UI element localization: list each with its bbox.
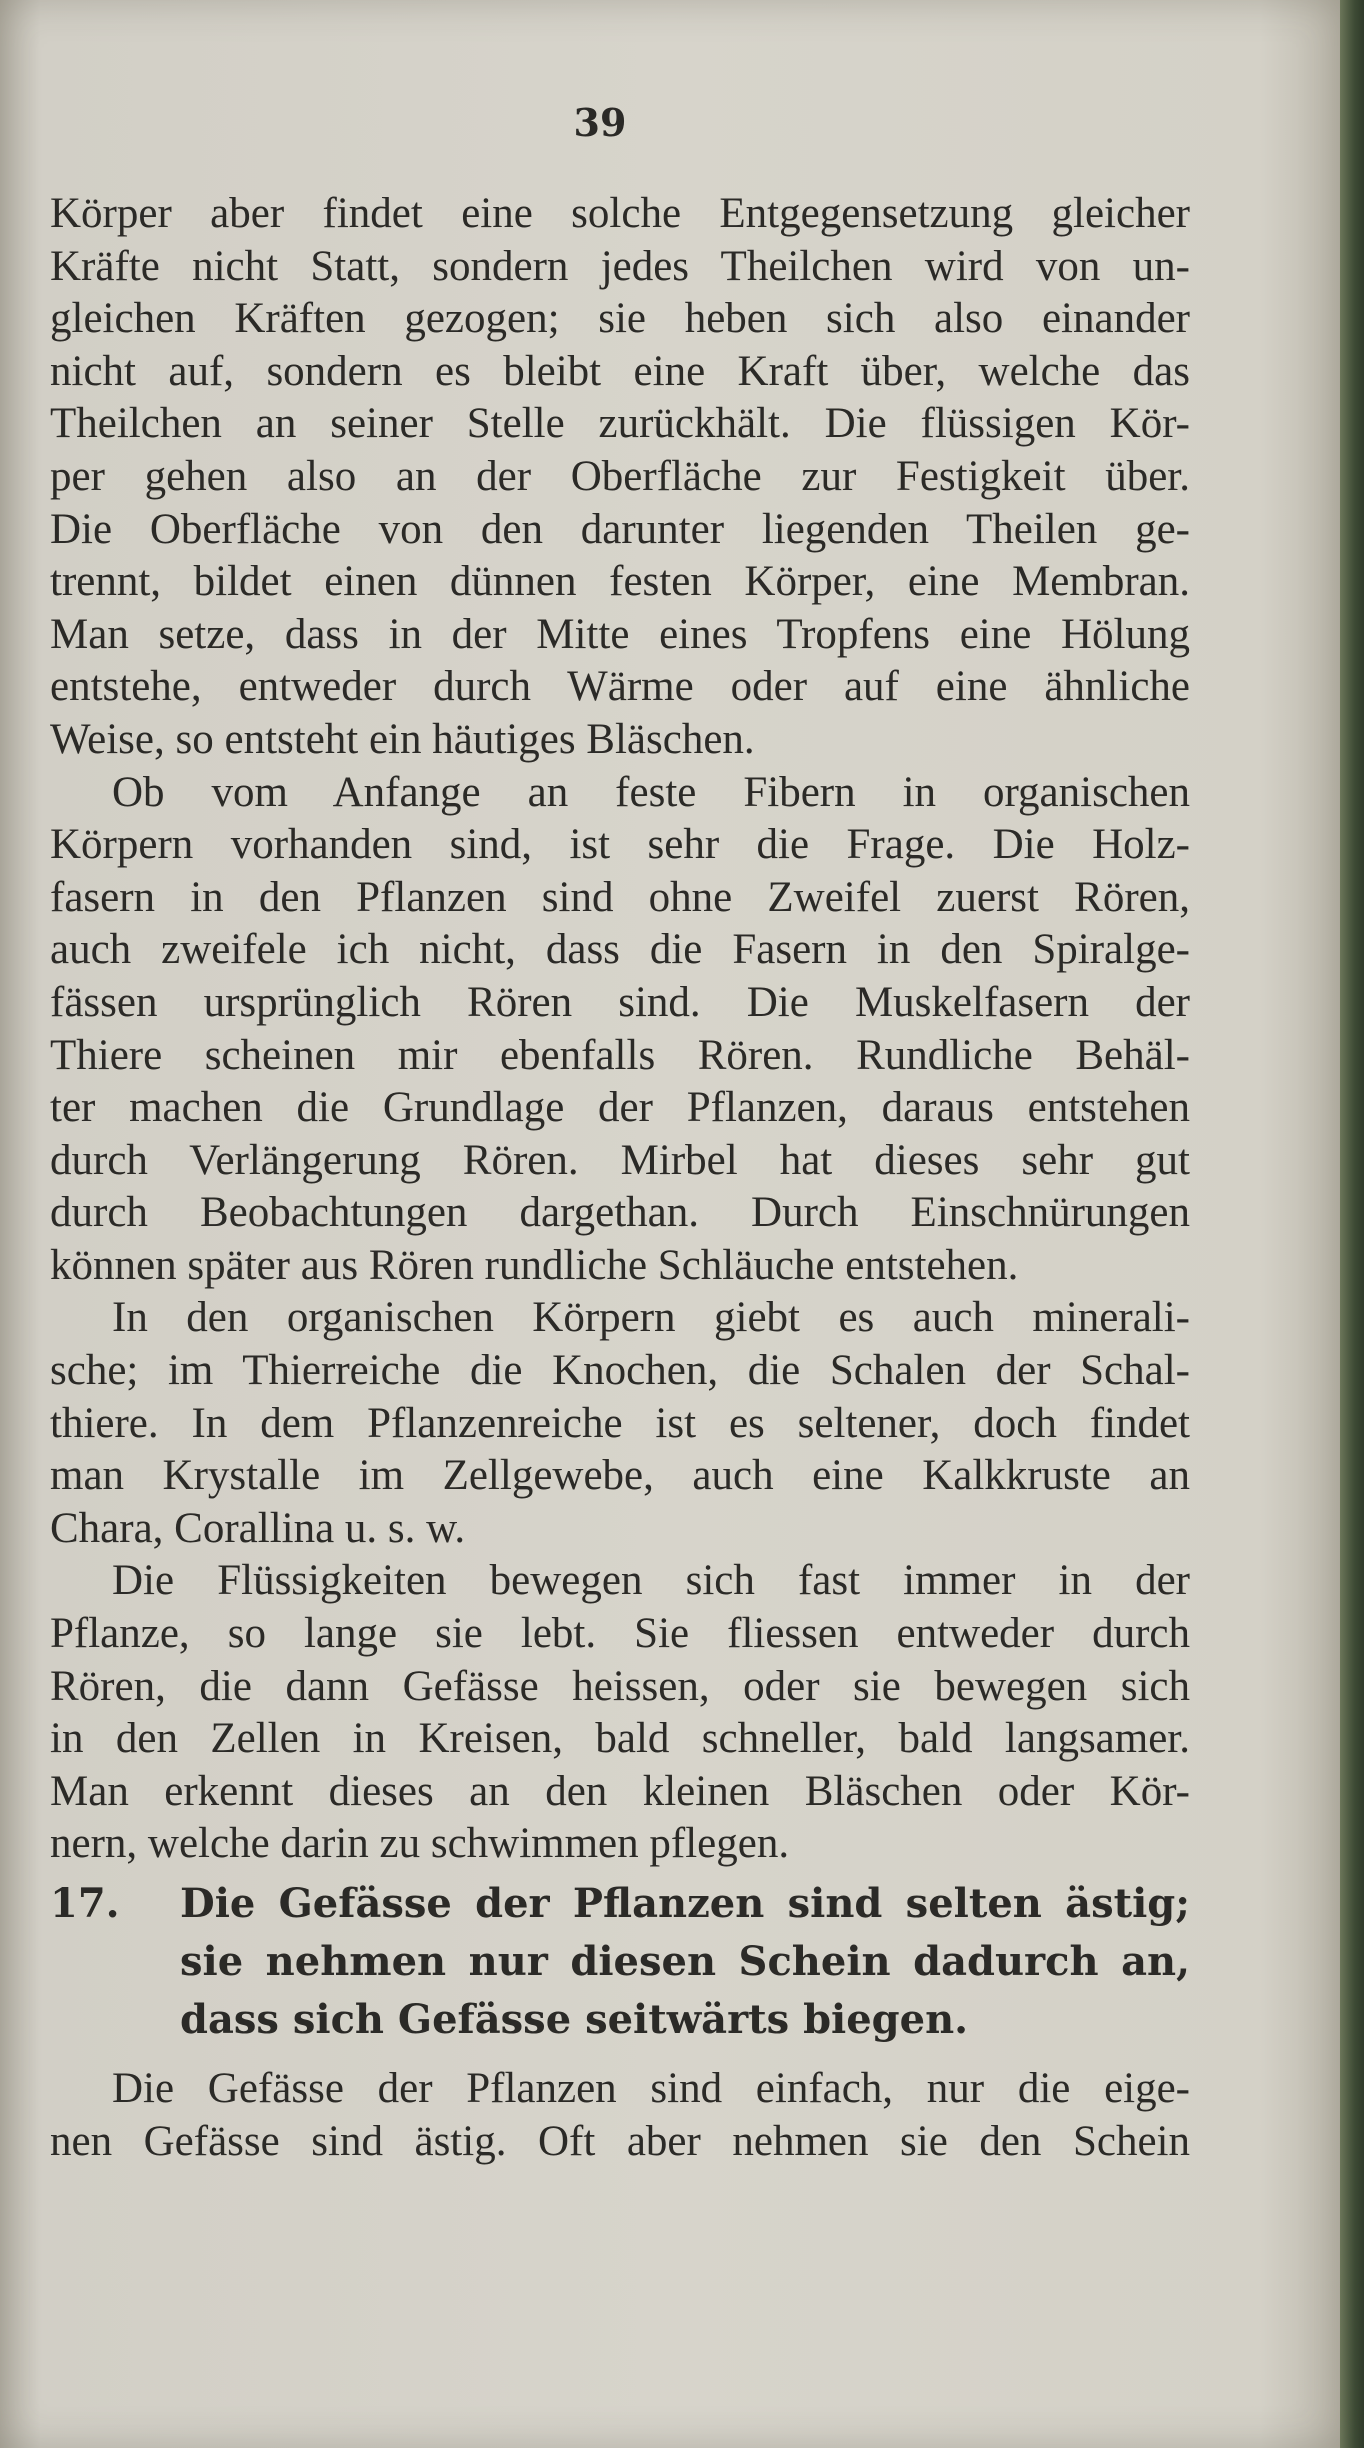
text-line: Körper aber findet eine solche Entgegensetzung gleicher: [50, 190, 1190, 237]
paragraph: [50, 188, 1190, 767]
text-line: entstehe, entweder durch Wärme oder auf eine ähnliche: [50, 663, 1190, 711]
body-text: [50, 188, 1190, 2168]
text-line: nern, welche darin zu schwimmen pflegen.: [50, 1820, 790, 1868]
heading-line: [50, 1875, 1190, 1933]
section-number: 17.: [50, 1880, 120, 1927]
text-line: durch Beobachtungen dargethan. Durch Einschnürungen: [50, 1189, 1190, 1237]
text-line: Chara, Corallina u. s. w.: [50, 1504, 466, 1552]
text-line: nicht auf, sondern es bleibt eine Kraft über, welche das: [50, 347, 1190, 395]
heading-text: Die Gefässe der Pflanzen sind selten ästig;: [180, 1880, 1190, 1927]
text-line: fässen ursprünglich Rören sind. Die Muskelfasern der: [50, 978, 1190, 1026]
text-line: Pflanze, so lange sie lebt. Sie fliessen entweder durch: [50, 1610, 1190, 1658]
text-line: per gehen also an der Oberfläche zur Festigkeit über.: [50, 452, 1190, 500]
text-line: gleichen Kräften gezogen; sie heben sich also einander: [50, 295, 1190, 343]
book-edge: [1340, 0, 1364, 2448]
heading-text: dass sich Gefässe seitwärts biegen.: [180, 1996, 969, 2043]
text-line: Ob vom Anfange an feste Fibern in organischen: [112, 768, 1190, 816]
text-line: Rören, die dann Gefässe heissen, oder sie bewegen sich: [50, 1662, 1190, 1710]
heading-text: sie nehmen nur diesen Schein dadurch an,: [180, 1938, 1190, 1985]
text-line: nen Gefässe sind ästig. Oft aber nehmen sie den Schein: [50, 2117, 1190, 2165]
text-line: Körpern vorhanden sind, ist sehr die Frage. Die Holz-: [50, 821, 1190, 869]
text-line: Man erkennt dieses an den kleinen Bläschen oder Kör-: [50, 1767, 1190, 1815]
text-line: Theilchen an seiner Stelle zurückhält. Die flüssigen Kör-: [50, 400, 1190, 448]
paragraph: [50, 1292, 1190, 1555]
text-line: In den organischen Körpern giebt es auch minerali-: [112, 1294, 1190, 1342]
text-line: sche; im Thierreiche die Knochen, die Schalen der Schal-: [50, 1347, 1190, 1395]
text-line: Thiere scheinen mir ebenfalls Rören. Rundliche Behäl-: [50, 1031, 1190, 1079]
section-heading: [50, 1875, 1190, 2049]
text-line: Man setze, dass in der Mitte eines Tropfens eine Hölung: [50, 610, 1190, 658]
heading-line: [50, 1933, 1190, 1991]
paragraph: [50, 2063, 1190, 2168]
text-line: Weise, so entsteht ein häutiges Bläschen.: [50, 715, 755, 763]
text-line: können später aus Rören rundliche Schläuche entstehen.: [50, 1241, 1019, 1289]
text-line: Kräfte nicht Statt, sondern jedes Theilchen wird von un-: [50, 242, 1190, 290]
text-line: thiere. In dem Pflanzenreiche ist es seltener, doch findet: [50, 1399, 1190, 1447]
page-number: 39: [573, 100, 627, 145]
text-line: trennt, bildet einen dünnen festen Körper, eine Membran.: [50, 558, 1190, 606]
text-line: in den Zellen in Kreisen, bald schneller, bald langsamer.: [50, 1715, 1190, 1763]
text-line: durch Verlängerung Rören. Mirbel hat dieses sehr gut: [50, 1136, 1190, 1184]
text-line: Die Flüssigkeiten bewegen sich fast immer in der: [112, 1557, 1190, 1605]
text-line: ter machen die Grundlage der Pflanzen, daraus entstehen: [50, 1084, 1190, 1132]
heading-line: [50, 1991, 1190, 2049]
paragraph: [50, 1555, 1190, 1871]
text-line: Die Oberfläche von den darunter liegenden Theilen ge-: [50, 505, 1190, 553]
text-line: Die Gefässe der Pflanzen sind einfach, nur die eige-: [112, 2065, 1190, 2112]
text-line: man Krystalle im Zellgewebe, auch eine Kalkkruste an: [50, 1452, 1190, 1500]
text-line: auch zweifele ich nicht, dass die Fasern in den Spiralge-: [50, 926, 1190, 974]
text-line: fasern in den Pflanzen sind ohne Zweifel zuerst Rören,: [50, 873, 1190, 921]
paragraph: [50, 767, 1190, 1293]
